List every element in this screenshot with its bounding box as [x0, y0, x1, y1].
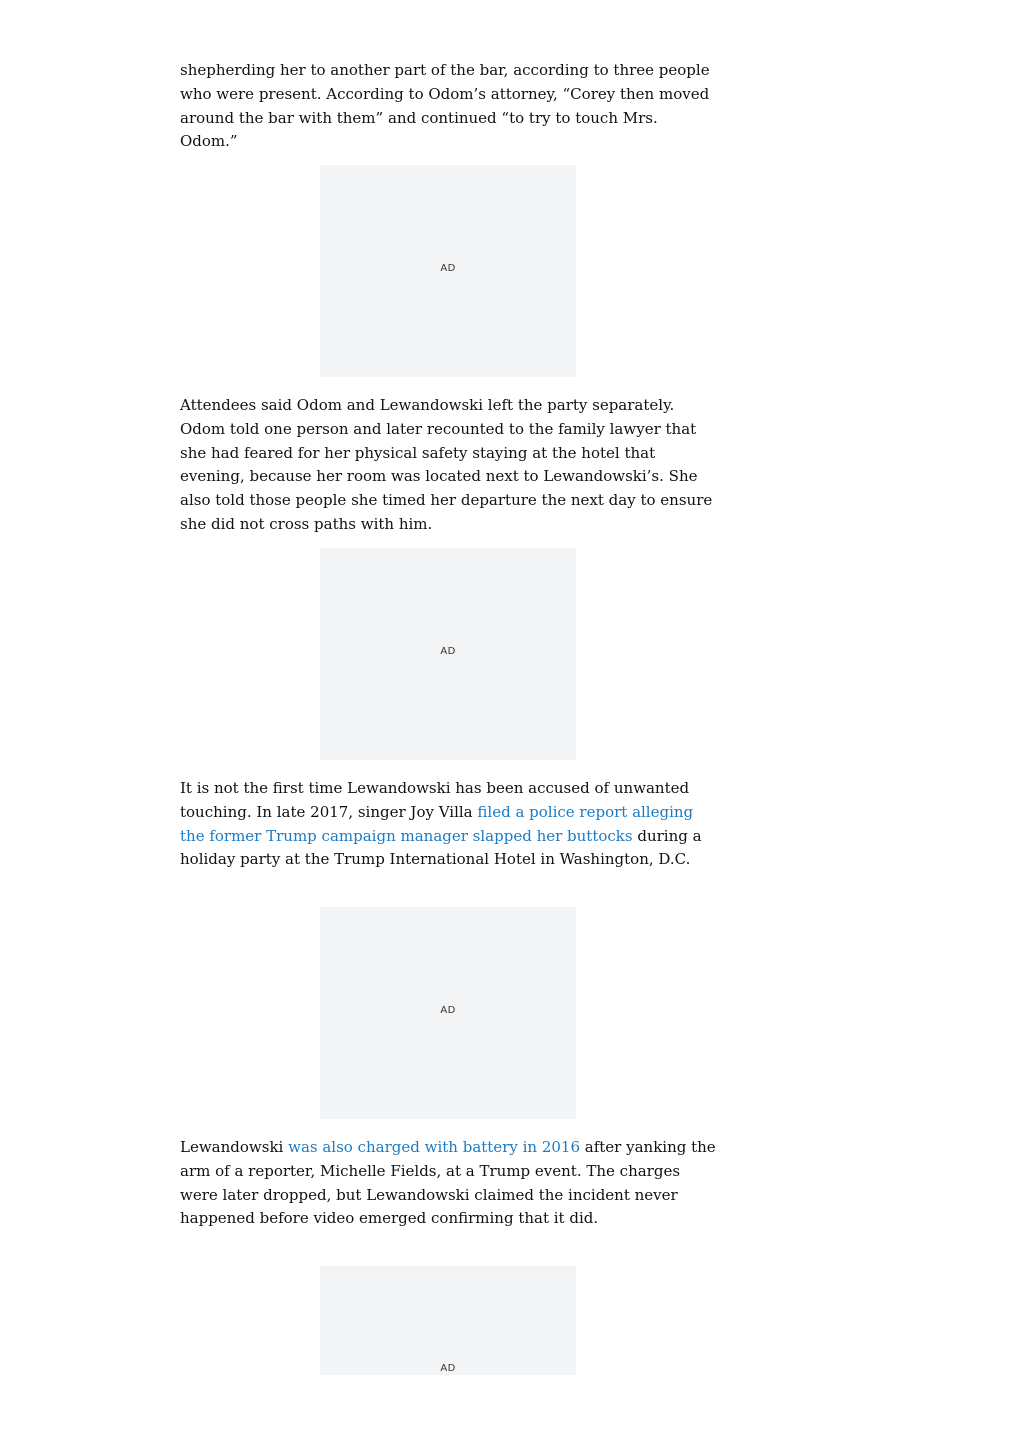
ad-label: AD	[440, 263, 456, 274]
ad-slot-4[interactable]	[320, 1266, 576, 1375]
paragraph-text: It is not the first time Lewandowski has been accused of unwanted touching. In late 2017, singer Joy Villa	[180, 779, 690, 821]
paragraph-text: shepherding her to another part of the bar, according to three people who were present. According to Odom’s attorney, “Corey then moved around the bar with them” and continued “to try to touch Mrs. Odom.”	[180, 61, 710, 151]
paragraph-text: Attendees said Odom and Lewandowski left the party separately. Odom told one person and later recounted to the family lawyer that she had feared for her physical safety staying at the hotel that evening, because her room was located next to Lewandowski’s. She also told those people she timed her departure the next day to ensure she did not cross paths with him.	[180, 396, 713, 533]
paragraph-text: after yanking the arm of a reporter, Michelle Fields, at a Trump event. The charges were later dropped, but Lewandowski claimed the incident never happened before video emerged confirming that it did.	[180, 1138, 716, 1228]
article-paragraph-3	[180, 777, 720, 872]
police-report-link[interactable]: filed a police report alleging the former Trump campaign manager slapped her buttocks	[180, 802, 694, 845]
paragraph-text: Lewandowski	[180, 1138, 289, 1156]
article-paragraph-2	[180, 394, 720, 537]
ad-slot-1[interactable]	[320, 165, 576, 377]
ad-label: AD	[440, 1005, 456, 1016]
ad-slot-2[interactable]	[320, 548, 576, 760]
article-paragraph-4	[180, 1136, 720, 1231]
paragraph-text: during a holiday party at the Trump International Hotel in Washington, D.C.	[180, 826, 702, 869]
ad-slot-3[interactable]	[320, 907, 576, 1119]
ad-label: AD	[440, 646, 456, 657]
ad-label: AD	[440, 1363, 456, 1374]
battery-charge-link[interactable]: was also charged with battery in 2016	[288, 1138, 581, 1156]
article-paragraph-1	[180, 59, 720, 154]
